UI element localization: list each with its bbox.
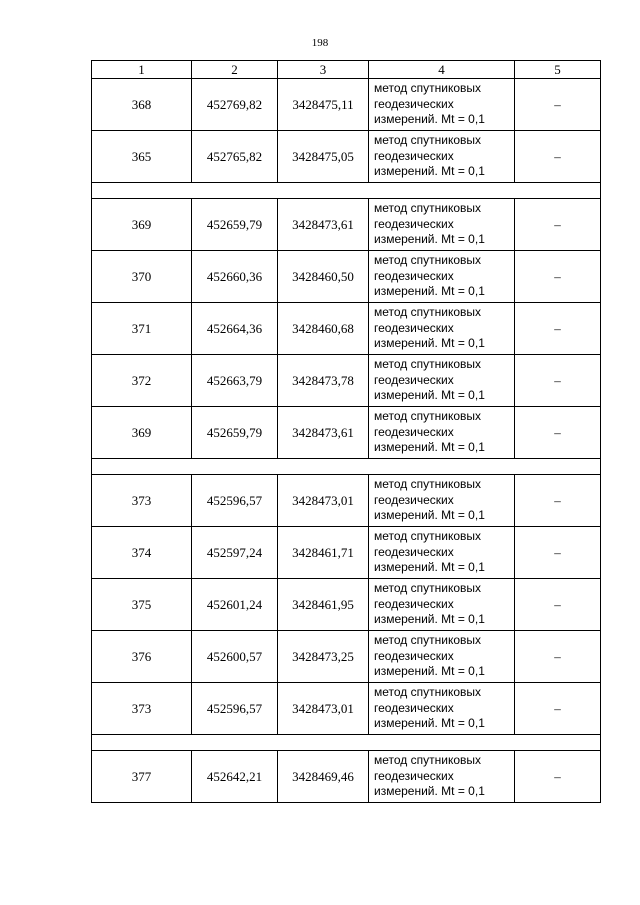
note-cell: –: [515, 751, 601, 803]
y-coordinate-cell: 3428473,01: [278, 475, 369, 527]
method-line: геодезических: [374, 96, 454, 111]
method-line: измерений. Mt = 0,1: [374, 164, 485, 179]
note-cell: –: [515, 199, 601, 251]
y-coordinate-cell: 3428475,11: [278, 79, 369, 131]
method-line: метод спутниковых: [374, 357, 482, 372]
header-cell-3: 3: [278, 61, 369, 79]
method-line: геодезических: [374, 424, 454, 439]
note-cell: –: [515, 475, 601, 527]
coordinates-table: [91, 60, 601, 803]
method-cell: [369, 579, 515, 631]
method-line: геодезических: [374, 148, 454, 163]
y-coordinate-cell: 3428460,50: [278, 251, 369, 303]
table-row: [92, 751, 601, 803]
y-coordinate-cell: 3428473,78: [278, 355, 369, 407]
table-row: [92, 407, 601, 459]
y-coordinate-cell: 3428461,71: [278, 527, 369, 579]
method-line: метод спутниковых: [374, 133, 482, 148]
note-cell: –: [515, 527, 601, 579]
method-line: измерений. Mt = 0,1: [374, 112, 485, 127]
x-coordinate-cell: 452660,36: [192, 251, 278, 303]
method-line: геодезических: [374, 320, 454, 335]
method-cell: [369, 631, 515, 683]
y-coordinate-cell: 3428469,46: [278, 751, 369, 803]
point-number-cell: 369: [92, 407, 192, 459]
y-coordinate-cell: 3428473,25: [278, 631, 369, 683]
point-number-cell: 370: [92, 251, 192, 303]
point-number-cell: 373: [92, 683, 192, 735]
method-line: измерений. Mt = 0,1: [374, 508, 485, 523]
table-row: [92, 79, 601, 131]
method-line: геодезических: [374, 216, 454, 231]
separator-cell: [92, 183, 601, 199]
table-row: [92, 527, 601, 579]
note-cell: –: [515, 131, 601, 183]
method-line: метод спутниковых: [374, 81, 482, 96]
point-number-cell: 373: [92, 475, 192, 527]
method-line: измерений. Mt = 0,1: [374, 336, 485, 351]
header-cell-1: 1: [92, 61, 192, 79]
coordinates-table-body: [92, 61, 601, 803]
x-coordinate-cell: 452600,57: [192, 631, 278, 683]
method-line: метод спутниковых: [374, 633, 482, 648]
x-coordinate-cell: 452769,82: [192, 79, 278, 131]
method-cell: [369, 251, 515, 303]
method-cell: [369, 303, 515, 355]
x-coordinate-cell: 452596,57: [192, 475, 278, 527]
header-cell-5: 5: [515, 61, 601, 79]
method-cell: [369, 751, 515, 803]
method-cell: [369, 683, 515, 735]
point-number-cell: 369: [92, 199, 192, 251]
table-row: [92, 251, 601, 303]
method-line: метод спутниковых: [374, 477, 482, 492]
point-number-cell: 368: [92, 79, 192, 131]
method-line: геодезических: [374, 596, 454, 611]
note-cell: –: [515, 355, 601, 407]
table-row: [92, 631, 601, 683]
y-coordinate-cell: 3428473,61: [278, 199, 369, 251]
table-separator-row: [92, 183, 601, 199]
x-coordinate-cell: 452596,57: [192, 683, 278, 735]
point-number-cell: 377: [92, 751, 192, 803]
point-number-cell: 371: [92, 303, 192, 355]
method-line: метод спутниковых: [374, 529, 482, 544]
method-line: измерений. Mt = 0,1: [374, 232, 485, 247]
point-number-cell: 376: [92, 631, 192, 683]
method-cell: [369, 199, 515, 251]
method-line: метод спутниковых: [374, 201, 482, 216]
method-line: измерений. Mt = 0,1: [374, 560, 485, 575]
point-number-cell: 374: [92, 527, 192, 579]
table-row: [92, 579, 601, 631]
table-row: [92, 131, 601, 183]
point-number-cell: 372: [92, 355, 192, 407]
method-line: геодезических: [374, 768, 454, 783]
table-separator-row: [92, 735, 601, 751]
method-line: метод спутниковых: [374, 305, 482, 320]
method-line: измерений. Mt = 0,1: [374, 784, 485, 799]
y-coordinate-cell: 3428473,01: [278, 683, 369, 735]
header-cell-2: 2: [192, 61, 278, 79]
method-line: измерений. Mt = 0,1: [374, 440, 485, 455]
method-line: геодезических: [374, 700, 454, 715]
separator-cell: [92, 459, 601, 475]
x-coordinate-cell: 452601,24: [192, 579, 278, 631]
method-cell: [369, 355, 515, 407]
table-row: [92, 303, 601, 355]
method-line: метод спутниковых: [374, 581, 482, 596]
method-line: геодезических: [374, 648, 454, 663]
x-coordinate-cell: 452664,36: [192, 303, 278, 355]
table-row: [92, 199, 601, 251]
method-cell: [369, 527, 515, 579]
method-line: измерений. Mt = 0,1: [374, 664, 485, 679]
method-line: измерений. Mt = 0,1: [374, 284, 485, 299]
y-coordinate-cell: 3428460,68: [278, 303, 369, 355]
table-header-row: [92, 61, 601, 79]
note-cell: –: [515, 579, 601, 631]
x-coordinate-cell: 452663,79: [192, 355, 278, 407]
note-cell: –: [515, 251, 601, 303]
x-coordinate-cell: 452659,79: [192, 199, 278, 251]
note-cell: –: [515, 407, 601, 459]
method-line: геодезических: [374, 372, 454, 387]
method-line: измерений. Mt = 0,1: [374, 388, 485, 403]
table-separator-row: [92, 459, 601, 475]
method-line: геодезических: [374, 492, 454, 507]
method-cell: [369, 131, 515, 183]
y-coordinate-cell: 3428473,61: [278, 407, 369, 459]
separator-cell: [92, 735, 601, 751]
method-line: геодезических: [374, 268, 454, 283]
note-cell: –: [515, 303, 601, 355]
point-number-cell: 375: [92, 579, 192, 631]
table-row: [92, 355, 601, 407]
x-coordinate-cell: 452642,21: [192, 751, 278, 803]
method-line: метод спутниковых: [374, 753, 482, 768]
note-cell: –: [515, 631, 601, 683]
table-row: [92, 475, 601, 527]
table-row: [92, 683, 601, 735]
method-cell: [369, 407, 515, 459]
note-cell: –: [515, 683, 601, 735]
y-coordinate-cell: 3428475,05: [278, 131, 369, 183]
x-coordinate-cell: 452659,79: [192, 407, 278, 459]
method-line: метод спутниковых: [374, 253, 482, 268]
point-number-cell: 365: [92, 131, 192, 183]
method-cell: [369, 79, 515, 131]
x-coordinate-cell: 452765,82: [192, 131, 278, 183]
x-coordinate-cell: 452597,24: [192, 527, 278, 579]
method-line: измерений. Mt = 0,1: [374, 716, 485, 731]
method-line: метод спутниковых: [374, 409, 482, 424]
page-number: 198: [311, 37, 329, 49]
method-line: геодезических: [374, 544, 454, 559]
note-cell: –: [515, 79, 601, 131]
header-cell-4: 4: [369, 61, 515, 79]
method-cell: [369, 475, 515, 527]
y-coordinate-cell: 3428461,95: [278, 579, 369, 631]
method-line: измерений. Mt = 0,1: [374, 612, 485, 627]
method-line: метод спутниковых: [374, 685, 482, 700]
